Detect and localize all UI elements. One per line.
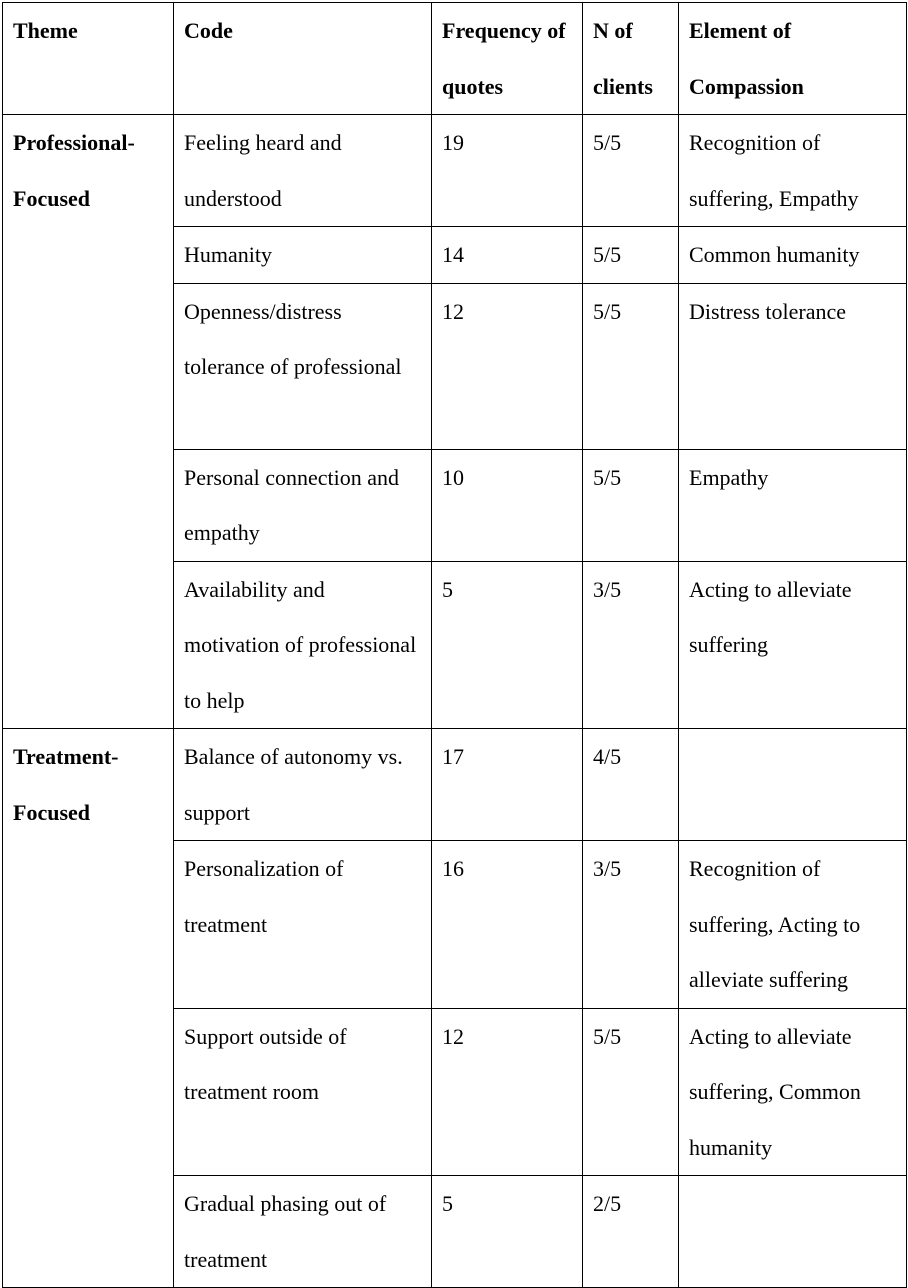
frequency-cell: 19: [432, 115, 583, 227]
theme-cell: Treatment-Focused: [3, 729, 174, 1288]
frequency-cell: 10: [432, 449, 583, 561]
code-cell: Personal connection and empathy: [174, 449, 432, 561]
header-frequency: Frequency of quotes: [432, 3, 583, 115]
table-row: [3, 729, 907, 841]
code-cell: Support outside of treatment room: [174, 1008, 432, 1176]
element-cell: [679, 729, 907, 841]
compassion-codes-table: [2, 2, 907, 1288]
n-clients-cell: 3/5: [583, 841, 679, 1009]
code-cell: Feeling heard and understood: [174, 115, 432, 227]
theme-cell: Professional-Focused: [3, 115, 174, 729]
element-cell: Empathy: [679, 449, 907, 561]
element-cell: [679, 1176, 907, 1288]
frequency-cell: 5: [432, 1176, 583, 1288]
header-n-clients: N of clients: [583, 3, 679, 115]
frequency-cell: 17: [432, 729, 583, 841]
element-cell: Recognition of suffering, Acting to alleviate suffering: [679, 841, 907, 1009]
n-clients-cell: 3/5: [583, 561, 679, 729]
element-cell: Common humanity: [679, 227, 907, 284]
code-cell: Personalization of treatment: [174, 841, 432, 1009]
code-cell: Humanity: [174, 227, 432, 284]
n-clients-cell: 5/5: [583, 115, 679, 227]
n-clients-cell: 5/5: [583, 283, 679, 449]
table-row: [3, 115, 907, 227]
header-element-of-compassion: Element of Compassion: [679, 3, 907, 115]
n-clients-cell: 5/5: [583, 1008, 679, 1176]
element-cell: Acting to alleviate suffering, Common humanity: [679, 1008, 907, 1176]
code-cell: Gradual phasing out of treatment: [174, 1176, 432, 1288]
n-clients-cell: 4/5: [583, 729, 679, 841]
n-clients-cell: 2/5: [583, 1176, 679, 1288]
frequency-cell: 16: [432, 841, 583, 1009]
frequency-cell: 14: [432, 227, 583, 284]
code-cell: Availability and motivation of professional to help: [174, 561, 432, 729]
header-row: [3, 3, 907, 115]
element-cell: Acting to alleviate suffering: [679, 561, 907, 729]
frequency-cell: 12: [432, 1008, 583, 1176]
header-code: Code: [174, 3, 432, 115]
code-cell: Openness/distress tolerance of professional: [174, 283, 432, 449]
element-cell: Distress tolerance: [679, 283, 907, 449]
frequency-cell: 5: [432, 561, 583, 729]
code-cell: Balance of autonomy vs. support: [174, 729, 432, 841]
header-theme: Theme: [3, 3, 174, 115]
n-clients-cell: 5/5: [583, 449, 679, 561]
element-cell: Recognition of suffering, Empathy: [679, 115, 907, 227]
frequency-cell: 12: [432, 283, 583, 449]
n-clients-cell: 5/5: [583, 227, 679, 284]
